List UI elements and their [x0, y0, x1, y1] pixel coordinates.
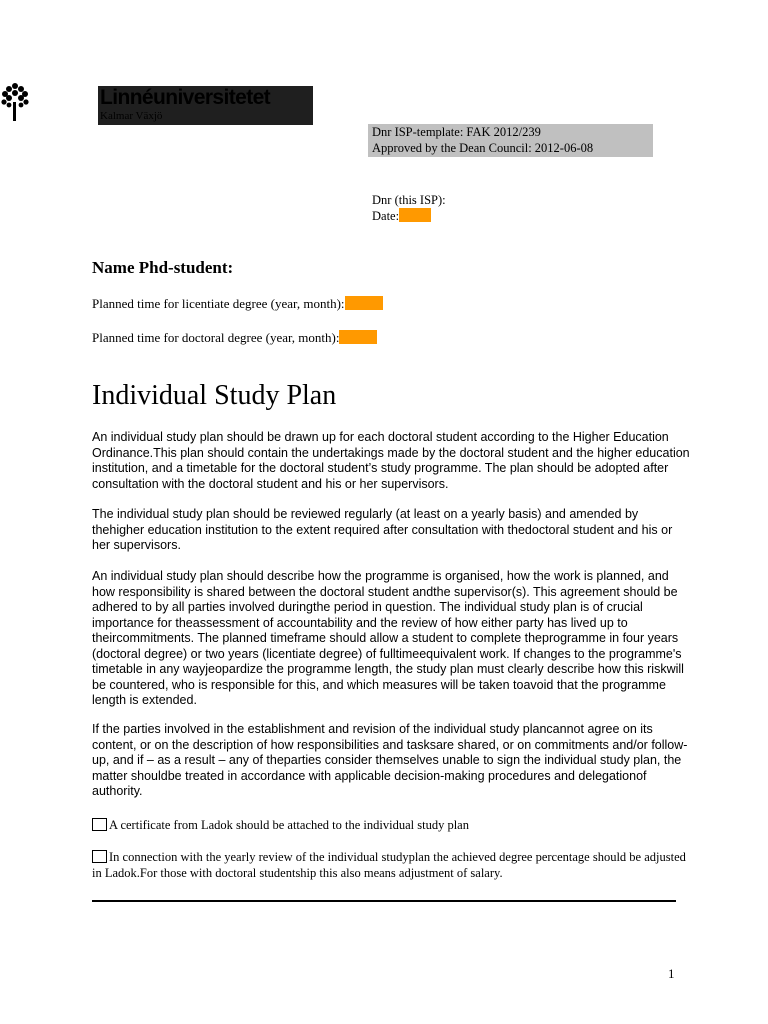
doctoral-time-row	[92, 330, 377, 346]
paragraph: The individual study plan should be reviewed regularly (at least on a yearly basis) and amended by thehigher education institution to the extent required after consultation with thedoctoral student and his or her supervisors.	[92, 507, 673, 552]
paragraph: An individual study plan should be drawn up for each doctoral student according to the Higher Education Ordinance.This plan should contain the undertakings made by the doctoral student and the higher education institution, and a timetable for the doctoral student’s study programme. The plan should be adopted after consultation with the doctoral student and his or her supervisors.	[92, 430, 690, 491]
paragraph: If the parties involved in the establishment and revision of the individual study plancannot agree on its content, or on the description of how responsibilities and tasksare shared, or on commitments and/or follow-up, and if – as a result – any of theparties consider themselves unable to sign the individual study plan, the matter shouldbe treated in accordance with applicable decision-making procedures and delegationof authority.	[92, 722, 688, 798]
template-dnr: Dnr ISP-template: FAK 2012/239	[372, 125, 541, 139]
tree-logo-icon	[0, 82, 30, 122]
isp-reference	[372, 192, 446, 224]
horizontal-divider	[92, 900, 676, 902]
student-name-heading: Name Phd-student:	[92, 258, 234, 277]
checkbox-row-ladok-certificate	[92, 818, 692, 834]
template-reference-box	[368, 124, 653, 157]
page-number: 1	[668, 966, 675, 981]
ladok-certificate-checkbox[interactable]	[92, 818, 107, 831]
isp-date-row	[372, 208, 446, 224]
university-logo	[98, 86, 313, 125]
document-title: Individual Study Plan	[92, 380, 337, 411]
checkbox-label: A certificate from Ladok should be attached to the individual study plan	[109, 818, 469, 832]
licentiate-time-label: Planned time for licentiate degree (year, month):	[92, 296, 345, 311]
degree-percentage-checkbox[interactable]	[92, 850, 107, 863]
university-locations: Kalmar Växjö	[100, 110, 163, 122]
approval-date: Approved by the Dean Council: 2012-06-08	[372, 141, 594, 155]
checkbox-label: In connection with the yearly review of the individual studyplan the achieved degree percentage should be adjusted in Ladok.For those with doctoral studentship this also means adjustment of salary.	[92, 850, 686, 880]
paragraph: An individual study plan should describe how the programme is organised, how the work is planned, and how responsibility is shared between the doctoral student andthe supervisor(s). This agreement should be adhered to by all parties involved duringthe period in question. The individual study plan is of crucial importance for theassessment of accountability and the review of how either party has lived up to theircommitments. The planned timeframe should allow a student to complete theprogramme in four years (doctoral degree) or two years (licentiate degree) of fulltimeequivalent work. If changes to the programme's timetable in any wayjeopardize the programme length, the study plan must clearly describe how this riskwill be countered, who is responsible for this, and which measures will be taken toavoid that the programme length is extended.	[92, 569, 684, 707]
isp-date-label: Date:	[372, 209, 400, 223]
doctoral-time-label: Planned time for doctoral degree (year, month):	[92, 330, 340, 345]
licentiate-time-row	[92, 296, 383, 312]
licentiate-time-field[interactable]	[345, 296, 383, 310]
doctoral-time-field[interactable]	[339, 330, 377, 344]
date-field[interactable]	[399, 208, 431, 222]
university-name: Linnéuniversitetet	[100, 86, 271, 109]
isp-dnr-label: Dnr (this ISP):	[372, 193, 446, 207]
checkbox-row-degree-percentage	[92, 850, 692, 881]
